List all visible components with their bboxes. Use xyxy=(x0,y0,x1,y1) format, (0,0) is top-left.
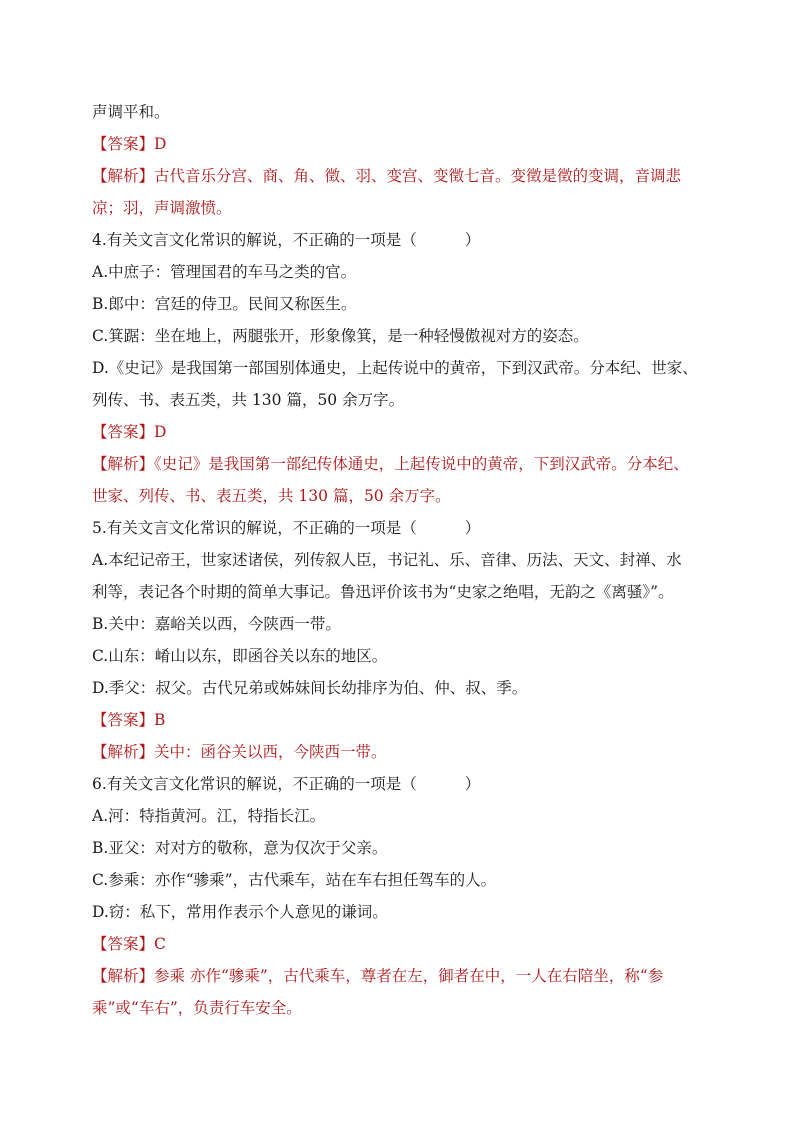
question-6-option-a: A.河：特指黄河。江，特指长江。 xyxy=(92,807,326,825)
question-4-analysis-line-1 xyxy=(92,448,712,480)
analysis-text: 关中：函谷关以西，今陕西一带。 xyxy=(154,743,387,761)
analysis-text: 《史记》是我国第一部纪传体通史，上起传说中的黄帝，下到汉武帝。分本纪、 xyxy=(154,455,689,473)
answer-tag: 【答案】 xyxy=(92,135,155,153)
question-stem-text: 6.有关文言文化常识的解说，不正确的一项是（ xyxy=(92,775,417,793)
question-5-stem xyxy=(92,512,712,544)
analysis-text: 古代音乐分宫、商、角、徵、羽、变宫、变徵七音。变徵是徵的变调，音调悲 xyxy=(154,167,682,185)
question-stem-text: 5.有关文言文化常识的解说，不正确的一项是（ xyxy=(92,519,417,537)
answer-tag: 【答案】 xyxy=(92,423,155,441)
question-4-option-d: D.《史记》是我国第一部国别体通史，上起传说中的黄帝，下到汉武帝。分本纪、世家、 xyxy=(92,359,698,377)
question-6-analysis-line-1 xyxy=(92,960,712,992)
answer-value: D xyxy=(154,423,167,441)
question-6-stem xyxy=(92,768,712,800)
question-5-option-a-cont: 利等，表记各个时期的简单大事记。鲁迅评价该书为“史家之绝唱，无韵之《离骚》”。 xyxy=(92,583,674,601)
answer-value: C xyxy=(154,935,166,953)
question-4-stem xyxy=(92,224,712,256)
intro-tail: 声调平和。 xyxy=(92,103,170,121)
question-5-option-d: D.季父：叔父。古代兄弟或姊妹间长幼排序为伯、仲、叔、季。 xyxy=(92,679,528,697)
analysis-tag: 【解析】 xyxy=(92,967,155,985)
question-stem-close: ） xyxy=(464,775,481,793)
answer-tag: 【答案】 xyxy=(92,935,155,953)
analysis-tag: 【解析】 xyxy=(92,455,155,473)
question-4-option-b: B.郎中：宫廷的侍卫。民间又称医生。 xyxy=(92,295,357,313)
question-5-option-a: A.本纪记帝王，世家述诸侯，列传叙人臣，书记礼、乐、音律、历法、天文、封禅、水 xyxy=(92,551,682,569)
question-6-option-c: C.参乘：亦作“骖乘”，古代乘车，站在车右担任驾车的人。 xyxy=(92,871,497,889)
question-stem-text: 4.有关文言文化常识的解说，不正确的一项是（ xyxy=(92,231,417,249)
question-5-option-b: B.关中：嘉峪关以西，今陕西一带。 xyxy=(92,615,341,633)
question-stem-close: ） xyxy=(464,519,481,537)
question-6-option-d: D.窃：私下，常用作表示个人意见的谦词。 xyxy=(92,903,388,921)
question-4-option-a: A.中庶子：管理国君的车马之类的官。 xyxy=(92,263,357,281)
question-6-option-b: B.亚父：对对方的敬称，意为仅次于父亲。 xyxy=(92,839,388,857)
question-6-analysis-line-2: 乘”或“车右”，负责行车安全。 xyxy=(92,999,302,1017)
answer-tag: 【答案】 xyxy=(92,711,155,729)
question-6-answer xyxy=(92,928,712,960)
answer-value: B xyxy=(154,711,166,729)
question-4-option-c: C.箕踞：坐在地上，两腿张开，形象像箕，是一种轻慢傲视对方的姿态。 xyxy=(92,327,589,345)
analysis-text: 参乘 亦作“骖乘”，古代乘车，尊者在左，御者在中，一人在右陪坐，称“参 xyxy=(154,967,664,985)
answer-value: D xyxy=(154,135,167,153)
question-5-answer xyxy=(92,704,712,736)
question-5-analysis-line-1 xyxy=(92,736,712,768)
question-4-option-d-cont: 列传、书、表五类，共 130 篇，50 余万字。 xyxy=(92,391,405,409)
question-5-option-c: C.山东：崤山以东，即函谷关以东的地区。 xyxy=(92,647,388,665)
intro-answer xyxy=(92,128,712,160)
intro-analysis-line-1 xyxy=(92,160,712,192)
intro-analysis-line-2: 凉；羽，声调激愤。 xyxy=(92,199,232,217)
question-stem-close: ） xyxy=(464,231,481,249)
analysis-tag: 【解析】 xyxy=(92,743,155,761)
question-4-answer xyxy=(92,416,712,448)
analysis-tag: 【解析】 xyxy=(92,167,155,185)
question-4-analysis-line-2: 世家、列传、书、表五类，共 130 篇，50 余万字。 xyxy=(92,487,451,505)
document-page xyxy=(92,96,712,1024)
